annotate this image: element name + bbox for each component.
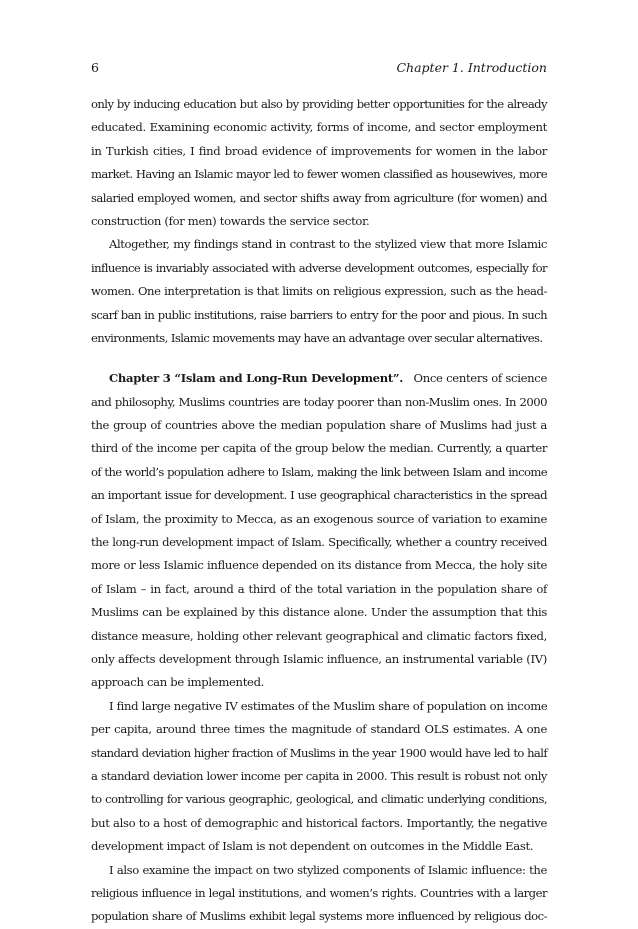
page-header <box>91 60 547 78</box>
text-line: development impact of Islam is not dependent on outcomes in the Middle East. <box>91 839 534 854</box>
text-line: influence is invariably associated with adverse development outcomes, especially for <box>91 260 547 275</box>
paragraph <box>91 233 547 350</box>
paragraph <box>91 367 547 694</box>
text-line: more or less Islamic influence depended on its distance from Mecca, the holy site <box>91 558 547 573</box>
text-line: Altogether, my findings stand in contrast to the stylized view that more Islamic <box>109 237 547 252</box>
chapter-heading: Chapter 3 “Islam and Long-Run Development”. <box>109 371 403 386</box>
text-line: in Turkish cities, I find broad evidence of improvements for women in the labor <box>91 143 547 158</box>
text-line: population share of Muslims exhibit legal systems more influenced by religious doc- <box>91 909 547 924</box>
text-line: construction (for men) towards the service sector. <box>91 213 370 228</box>
paragraph <box>91 859 547 929</box>
text-line: Muslims can be explained by this distance alone. Under the assumption that this <box>91 605 547 620</box>
paragraph <box>91 93 547 233</box>
text-line: scarf ban in public institutions, raise barriers to entry for the poor and pious. In such <box>91 307 547 322</box>
text-line: market. Having an Islamic mayor led to fewer women classified as housewives, more <box>91 167 547 182</box>
text-line: environments, Islamic movements may have an advantage over secular alternatives. <box>91 330 543 345</box>
text-line: a standard deviation lower income per capita in 2000. This result is robust not only <box>91 768 547 783</box>
heading-line-rest: Once centers of science <box>413 371 547 386</box>
text-line: third of the income per capita of the group below the median. Currently, a quarter <box>91 441 547 456</box>
text-line: I find large negative IV estimates of the Muslim share of population on income <box>109 698 548 713</box>
text-line: women. One interpretation is that limits on religious expression, such as the head- <box>91 284 547 299</box>
text-line: religious influence in legal institutions, and women’s rights. Countries with a larger <box>91 885 547 900</box>
running-head: Chapter 1. Introduction <box>396 60 547 75</box>
text-line: educated. Examining economic activity, forms of income, and sector employment <box>91 120 547 135</box>
text-line: of the world’s population adhere to Islam, making the link between Islam and income <box>91 464 547 479</box>
text-line <box>91 367 547 390</box>
text-line: per capita, around three times the magnitude of standard OLS estimates. A one <box>91 722 547 737</box>
text-line: standard deviation higher fraction of Muslims in the year 1900 would have led to half <box>91 745 547 760</box>
text-line: but also to a host of demographic and historical factors. Importantly, the negative <box>91 815 547 830</box>
text-line: the long-run development impact of Islam. Specifically, whether a country received <box>91 535 547 550</box>
text-line: approach can be implemented. <box>91 675 265 690</box>
paragraph <box>91 695 547 859</box>
text-line: to controlling for various geographic, geological, and climatic underlying conditions, <box>91 792 547 807</box>
text-line: an important issue for development. I use geographical characteristics in the spread <box>91 488 547 503</box>
page-number: 6 <box>91 60 99 75</box>
text-line: of Islam, the proximity to Mecca, as an exogenous source of variation to examine <box>91 511 547 526</box>
text-line: the group of countries above the median population share of Muslims had just a <box>91 418 547 433</box>
text-line: distance measure, holding other relevant geographical and climatic factors fixed, <box>91 628 547 643</box>
text-line: salaried employed women, and sector shifts away from agriculture (for women) and <box>91 190 547 205</box>
text-line: and philosophy, Muslims countries are today poorer than non-Muslim ones. In 2000 <box>91 394 547 409</box>
text-line: I also examine the impact on two stylized components of Islamic influence: the <box>109 862 547 877</box>
body-text <box>91 93 547 929</box>
text-line: of Islam – in fact, around a third of the total variation in the population share of <box>91 581 547 596</box>
text-line: only affects development through Islamic influence, an instrumental variable (IV) <box>91 651 547 666</box>
text-line: only by inducing education but also by providing better opportunities for the already <box>91 97 547 111</box>
